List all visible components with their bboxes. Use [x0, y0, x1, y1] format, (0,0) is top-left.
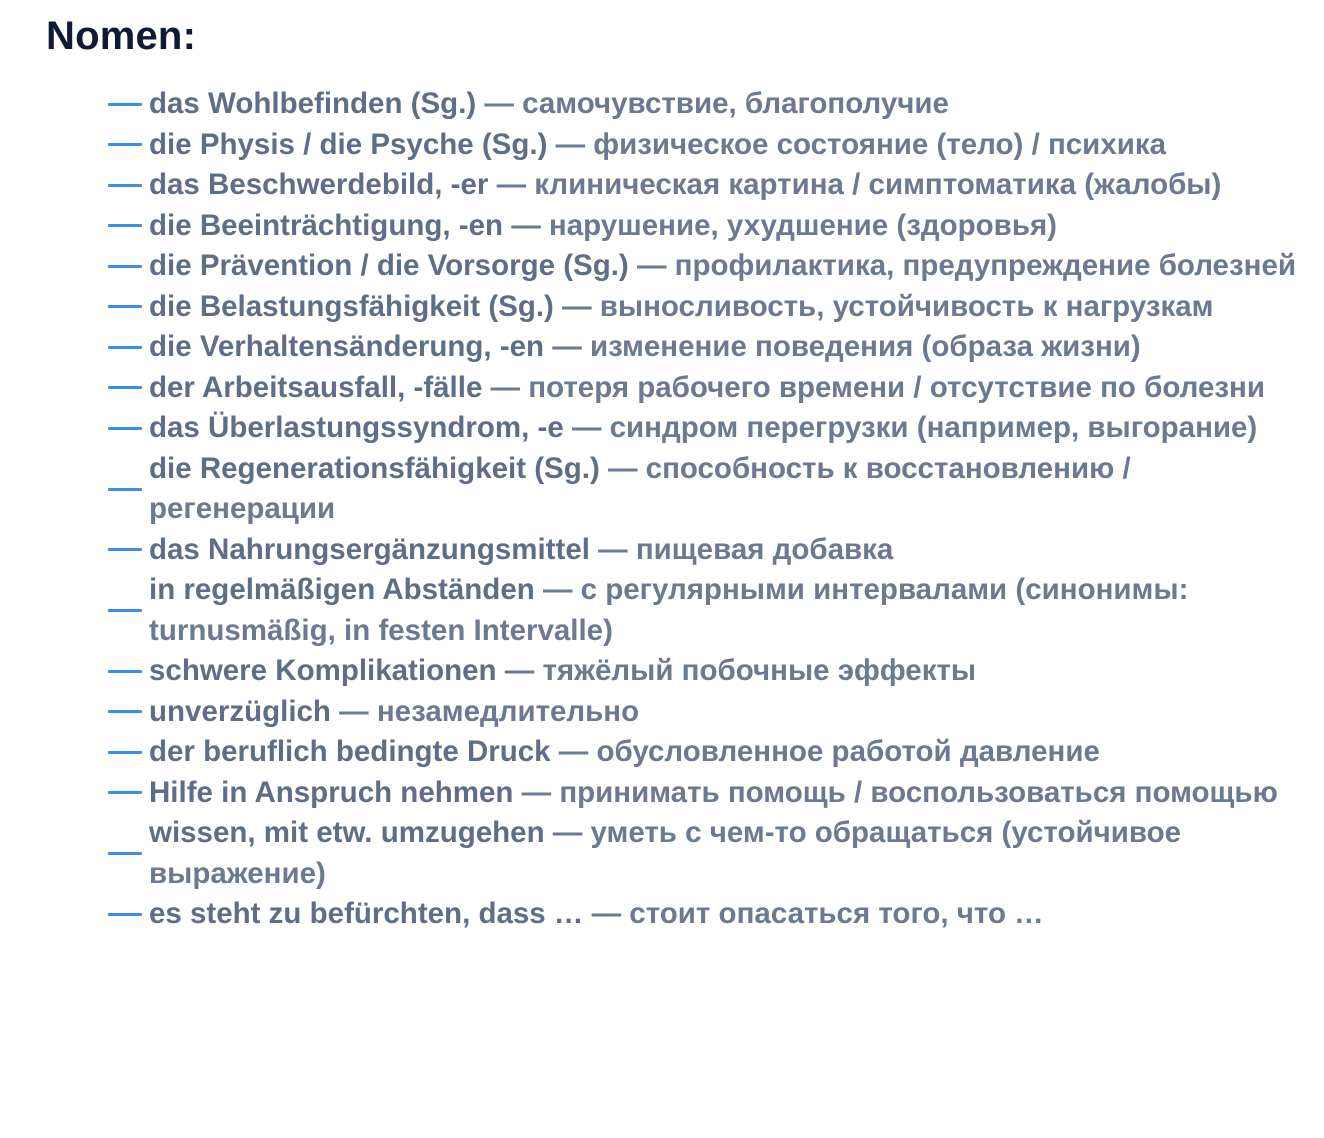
german-term: die Prävention / die Vorsorge (Sg.) [149, 249, 629, 282]
list-item [108, 287, 1298, 328]
german-term: der Arbeitsausfall, -fälle [149, 370, 483, 404]
german-term: die Belastungsfähigkeit (Sg.) [149, 289, 554, 323]
dash-bullet-icon [108, 265, 142, 268]
russian-translation: — физическое состояние (тело) / психика [547, 127, 1167, 161]
list-item [108, 773, 1298, 814]
russian-translation: — тяжёлый побочные эффекты [496, 654, 977, 687]
dash-bullet-icon [108, 488, 142, 491]
german-term: das Nahrungsergänzungsmittel [149, 532, 590, 566]
list-item [108, 327, 1298, 368]
german-term: die Physis / die Psyche (Sg.) [149, 127, 548, 161]
entry-text [149, 813, 1298, 894]
dash-bullet-icon [108, 346, 142, 349]
entry-text [149, 773, 1298, 814]
german-term: Hilfe in Anspruch nehmen [149, 775, 514, 809]
section-heading: Nomen: [46, 14, 197, 58]
entry-text [149, 732, 1298, 773]
entry-text [149, 125, 1298, 166]
dash-bullet-icon [108, 184, 142, 187]
list-item [108, 165, 1298, 206]
dash-bullet-icon [108, 852, 142, 855]
dash-bullet-icon [108, 427, 142, 430]
entry-text [149, 530, 1298, 571]
entry-text [149, 287, 1298, 328]
dash-bullet-icon [108, 670, 142, 673]
dash-bullet-icon [108, 751, 142, 754]
russian-translation: — профилактика, предупреждение болезней [628, 249, 1296, 282]
entry-text [149, 894, 1298, 935]
entry-text [149, 368, 1298, 409]
german-term: es steht zu befürchten, dass … [149, 897, 584, 930]
dash-bullet-icon [108, 386, 142, 389]
russian-translation: — уметь с чем-то обращаться (устойчивое выражение) [149, 816, 1182, 890]
russian-translation: — способность к восстановлению / регенерации [149, 451, 1131, 525]
dash-bullet-icon [108, 609, 142, 612]
german-term: das Wohlbefinden (Sg.) [149, 87, 477, 120]
german-term: der beruflich bedingte Druck [149, 735, 551, 768]
german-term: die Beeinträchtigung, -en [149, 208, 504, 242]
german-term: die Verhaltensänderung, -en [149, 330, 545, 363]
entry-text [149, 408, 1298, 449]
dash-bullet-icon [108, 710, 142, 713]
russian-translation: — стоит опасаться того, что … [583, 897, 1044, 930]
entry-text [149, 206, 1298, 247]
list-item [108, 206, 1298, 247]
entry-text [149, 246, 1298, 287]
list-item [108, 692, 1298, 733]
russian-translation: — незамедлительно [330, 694, 640, 728]
entry-text [149, 570, 1298, 651]
dash-bullet-icon [108, 224, 142, 227]
list-item [108, 651, 1298, 692]
german-term: die Regenerationsfähigkeit (Sg.) [149, 451, 600, 485]
dash-bullet-icon [108, 143, 142, 146]
dash-bullet-icon [108, 103, 142, 106]
list-item [108, 813, 1298, 894]
dash-bullet-icon [108, 548, 142, 551]
german-term: das Beschwerdebild, -er [149, 168, 489, 201]
german-term: in regelmäßigen Abständen [149, 573, 535, 606]
german-term: unverzüglich [149, 694, 331, 728]
russian-translation: — обусловленное работой давление [550, 735, 1100, 768]
russian-translation: — принимать помощь / воспользоваться помощью [513, 775, 1278, 809]
russian-translation: — изменение поведения (образа жизни) [544, 330, 1141, 363]
german-term: schwere Komplikationen [149, 654, 497, 687]
list-item [108, 449, 1298, 530]
entry-text [149, 165, 1298, 206]
german-term: wissen, mit etw. umzugehen [149, 816, 545, 849]
list-item [108, 732, 1298, 773]
list-item [108, 530, 1298, 571]
list-item [108, 570, 1298, 651]
russian-translation: — синдром перегрузки (например, выгорание) [563, 411, 1258, 444]
list-item [108, 368, 1298, 409]
russian-translation: — клиническая картина / симптоматика (жалобы) [488, 168, 1222, 201]
list-item [108, 246, 1298, 287]
dash-bullet-icon [108, 791, 142, 794]
list-item [108, 84, 1298, 125]
list-item [108, 408, 1298, 449]
russian-translation: — нарушение, ухудшение (здоровья) [503, 208, 1057, 242]
entry-text [149, 692, 1298, 733]
russian-translation: — потеря рабочего времени / отсутствие по болезни [482, 370, 1265, 404]
russian-translation: — пищевая добавка [589, 532, 894, 566]
russian-translation: — с регулярными интервалами (синонимы: turnusmäßig, in festen Intervalle) [149, 573, 1189, 647]
entry-text [149, 327, 1298, 368]
russian-translation: — выносливость, устойчивость к нагрузкам [553, 289, 1214, 323]
russian-translation: — самочувствие, благополучие [476, 87, 949, 120]
dash-bullet-icon [108, 913, 142, 916]
entry-text [149, 651, 1298, 692]
list-item [108, 894, 1298, 935]
german-term: das Überlastungssyndrom, -e [149, 411, 564, 444]
entry-text [149, 449, 1298, 530]
dash-bullet-icon [108, 305, 142, 308]
entry-text [149, 84, 1298, 125]
list-item [108, 125, 1298, 166]
vocabulary-list [108, 84, 1298, 935]
